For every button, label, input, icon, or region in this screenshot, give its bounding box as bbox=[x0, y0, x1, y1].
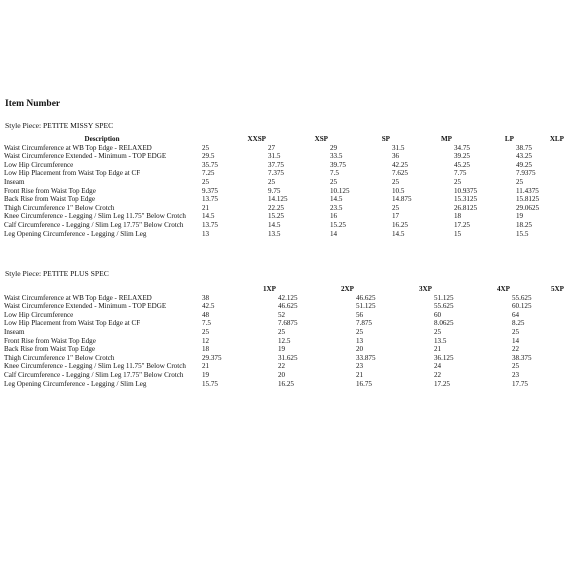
measurement-cell: 17 bbox=[392, 212, 400, 221]
measurement-cell: 21 bbox=[202, 362, 210, 371]
measurement-cell: 19 bbox=[202, 370, 210, 379]
measurement-cell: 22 bbox=[512, 345, 520, 354]
measurement-cell: 20 bbox=[356, 345, 364, 354]
measurement-cell: 27 bbox=[268, 143, 276, 152]
row-description: Waist Circumference at WB Top Edge - RELAXED bbox=[4, 293, 152, 302]
measurement-cell: 55.625 bbox=[512, 293, 532, 302]
measurement-cell: 25 bbox=[392, 177, 400, 186]
measurement-cell: 56 bbox=[356, 310, 364, 319]
measurement-cell: 17.75 bbox=[512, 379, 528, 388]
measurement-cell: 10.5 bbox=[392, 186, 405, 195]
measurement-cell: 31.5 bbox=[268, 152, 281, 161]
row-description: Back Rise from Waist Top Edge bbox=[4, 195, 96, 204]
table-row bbox=[4, 169, 566, 178]
table-row bbox=[4, 302, 566, 311]
plus-header-size: 5XP bbox=[550, 285, 564, 293]
missy-header-size: XXSP bbox=[247, 135, 266, 143]
measurement-cell: 14.5 bbox=[268, 220, 281, 229]
measurement-cell: 13.75 bbox=[202, 220, 218, 229]
measurement-cell: 60.125 bbox=[512, 302, 532, 311]
missy-header-size: XLP bbox=[549, 135, 564, 143]
measurement-cell: 7.75 bbox=[454, 169, 467, 178]
measurement-cell: 51.125 bbox=[434, 293, 454, 302]
measurement-cell: 14 bbox=[512, 336, 520, 345]
measurement-cell: 18 bbox=[454, 212, 462, 221]
row-description: Leg Opening Circumference - Legging / Slim Leg bbox=[4, 379, 147, 388]
measurement-cell: 14.5 bbox=[330, 195, 343, 204]
table-row bbox=[4, 187, 566, 196]
row-description: Thigh Circumference 1" Below Crotch bbox=[4, 353, 115, 362]
missy-header-size: XSP bbox=[314, 135, 328, 143]
table-row bbox=[4, 337, 566, 346]
row-description: Calf Circumference - Legging / Slim Leg 17.75" Below Crotch bbox=[4, 370, 184, 379]
measurement-cell: 38 bbox=[202, 293, 210, 302]
measurement-cell: 15 bbox=[454, 229, 462, 238]
measurement-cell: 21 bbox=[356, 370, 364, 379]
measurement-cell: 14.125 bbox=[268, 195, 288, 204]
measurement-cell: 42.5 bbox=[202, 302, 215, 311]
measurement-cell: 42.25 bbox=[392, 160, 408, 169]
measurement-cell: 25 bbox=[434, 327, 442, 336]
measurement-cell: 29 bbox=[330, 143, 338, 152]
row-description: Waist Circumference Extended - Minimum - TOP EDGE bbox=[4, 152, 167, 161]
measurement-cell: 15.5 bbox=[516, 229, 529, 238]
measurement-cell: 12.5 bbox=[278, 336, 291, 345]
row-description: Low Hip Circumference bbox=[4, 160, 74, 169]
measurement-cell: 16 bbox=[330, 212, 338, 221]
measurement-cell: 46.625 bbox=[356, 293, 376, 302]
row-description: Inseam bbox=[4, 327, 25, 336]
measurement-cell: 14.875 bbox=[392, 195, 412, 204]
row-description: Knee Circumference - Legging / Slim Leg 11.75" Below Crotch bbox=[4, 362, 186, 371]
missy-header-size: SP bbox=[381, 135, 390, 143]
measurement-cell: 22.25 bbox=[268, 203, 284, 212]
table-row bbox=[4, 221, 566, 230]
measurement-cell: 19 bbox=[516, 212, 524, 221]
table-row bbox=[4, 152, 566, 161]
table-row bbox=[4, 212, 566, 221]
measurement-cell: 13.5 bbox=[434, 336, 447, 345]
table-row bbox=[4, 230, 566, 239]
table-row bbox=[4, 294, 566, 303]
measurement-cell: 7.25 bbox=[202, 169, 215, 178]
plus-header-description bbox=[4, 285, 202, 294]
row-description: Leg Opening Circumference - Legging / Slim Leg bbox=[4, 229, 147, 238]
measurement-cell: 19 bbox=[278, 345, 286, 354]
measurement-cell: 13 bbox=[202, 229, 210, 238]
measurement-cell: 29.375 bbox=[202, 353, 222, 362]
measurement-cell: 15.25 bbox=[268, 212, 284, 221]
table-row bbox=[4, 178, 566, 187]
measurement-cell: 10.125 bbox=[330, 186, 350, 195]
row-description: Calf Circumference - Legging / Slim Leg 17.75" Below Crotch bbox=[4, 220, 184, 229]
measurement-cell: 25 bbox=[202, 327, 210, 336]
table-row bbox=[4, 354, 566, 363]
measurement-cell: 38.75 bbox=[516, 143, 532, 152]
measurement-cell: 29.5 bbox=[202, 152, 215, 161]
measurement-cell: 25 bbox=[268, 177, 276, 186]
missy-style-piece: Style Piece: PETITE MISSY SPEC bbox=[5, 121, 114, 130]
measurement-cell: 17.25 bbox=[434, 379, 450, 388]
measurement-cell: 33.5 bbox=[330, 152, 343, 161]
plus-spec-table bbox=[4, 285, 566, 388]
row-description: Knee Circumference - Legging / Slim Leg 11.75" Below Crotch bbox=[4, 212, 186, 221]
measurement-cell: 60 bbox=[434, 310, 442, 319]
measurement-cell: 25 bbox=[454, 177, 462, 186]
measurement-cell: 9.75 bbox=[268, 186, 281, 195]
measurement-cell: 43.25 bbox=[516, 152, 532, 161]
row-description: Front Rise from Waist Top Edge bbox=[4, 336, 96, 345]
measurement-cell: 7.9375 bbox=[516, 169, 536, 178]
measurement-cell: 51.125 bbox=[356, 302, 376, 311]
table-row bbox=[4, 161, 566, 170]
table-row bbox=[4, 204, 566, 213]
measurement-cell: 21 bbox=[202, 203, 210, 212]
table-row bbox=[4, 362, 566, 371]
measurement-cell: 14 bbox=[330, 229, 338, 238]
measurement-cell: 31.5 bbox=[392, 143, 405, 152]
missy-header-row bbox=[4, 135, 566, 144]
measurement-cell: 36 bbox=[392, 152, 400, 161]
measurement-cell: 13.5 bbox=[268, 229, 281, 238]
measurement-cell: 42.125 bbox=[278, 293, 298, 302]
measurement-cell: 39.25 bbox=[454, 152, 470, 161]
measurement-cell: 22 bbox=[434, 370, 442, 379]
measurement-cell: 37.75 bbox=[268, 160, 284, 169]
measurement-cell: 7.625 bbox=[392, 169, 408, 178]
measurement-cell: 15.8125 bbox=[516, 195, 540, 204]
plus-header-row bbox=[4, 285, 566, 294]
measurement-cell: 25 bbox=[512, 327, 520, 336]
measurement-cell: 25 bbox=[278, 327, 286, 336]
row-description: Low Hip Placement from Waist Top Edge at CF bbox=[4, 169, 141, 178]
measurement-cell: 8.25 bbox=[512, 319, 525, 328]
measurement-cell: 7.875 bbox=[356, 319, 372, 328]
table-row bbox=[4, 380, 566, 389]
measurement-cell: 15.25 bbox=[330, 220, 346, 229]
measurement-cell: 16.25 bbox=[392, 220, 408, 229]
missy-header-size: MP bbox=[440, 135, 452, 143]
measurement-cell: 36.125 bbox=[434, 353, 454, 362]
row-description: Waist Circumference at WB Top Edge - RELAXED bbox=[4, 143, 152, 152]
measurement-cell: 31.625 bbox=[278, 353, 298, 362]
measurement-cell: 25 bbox=[202, 143, 210, 152]
measurement-cell: 35.75 bbox=[202, 160, 218, 169]
missy-header-description: Description bbox=[84, 135, 120, 143]
measurement-cell: 7.375 bbox=[268, 169, 284, 178]
measurement-cell: 24 bbox=[434, 362, 442, 371]
measurement-cell: 23.5 bbox=[330, 203, 343, 212]
table-row bbox=[4, 371, 566, 380]
measurement-cell: 15.75 bbox=[202, 379, 218, 388]
missy-header-size: LP bbox=[504, 135, 514, 143]
measurement-cell: 38.375 bbox=[512, 353, 532, 362]
plus-style-piece: Style Piece: PETITE PLUS SPEC bbox=[5, 269, 109, 278]
row-description: Inseam bbox=[4, 177, 25, 186]
measurement-cell: 64 bbox=[512, 310, 520, 319]
measurement-cell: 33.875 bbox=[356, 353, 376, 362]
measurement-cell: 52 bbox=[278, 310, 286, 319]
table-row bbox=[4, 311, 566, 320]
item-number-heading: Item Number bbox=[5, 99, 61, 109]
measurement-cell: 13 bbox=[356, 336, 364, 345]
measurement-cell: 14.5 bbox=[202, 212, 215, 221]
plus-header-size: 2XP bbox=[340, 285, 354, 293]
measurement-cell: 45.25 bbox=[454, 160, 470, 169]
measurement-cell: 22 bbox=[278, 362, 286, 371]
measurement-cell: 25 bbox=[356, 327, 364, 336]
measurement-cell: 34.75 bbox=[454, 143, 470, 152]
measurement-cell: 55.625 bbox=[434, 302, 454, 311]
row-description: Back Rise from Waist Top Edge bbox=[4, 345, 96, 354]
measurement-cell: 7.6875 bbox=[278, 319, 298, 328]
measurement-cell: 7.5 bbox=[330, 169, 339, 178]
measurement-cell: 25 bbox=[330, 177, 338, 186]
measurement-cell: 25 bbox=[202, 177, 210, 186]
plus-header-size: 1XP bbox=[262, 285, 276, 293]
measurement-cell: 18 bbox=[202, 345, 210, 354]
table-row bbox=[4, 144, 566, 153]
measurement-cell: 13.75 bbox=[202, 195, 218, 204]
missy-spec-table bbox=[4, 135, 566, 238]
measurement-cell: 25 bbox=[516, 177, 524, 186]
table-row bbox=[4, 328, 566, 337]
measurement-cell: 48 bbox=[202, 310, 210, 319]
row-description: Thigh Circumference 1" Below Crotch bbox=[4, 203, 115, 212]
measurement-cell: 12 bbox=[202, 336, 210, 345]
row-description: Front Rise from Waist Top Edge bbox=[4, 186, 96, 195]
measurement-cell: 7.5 bbox=[202, 319, 211, 328]
measurement-cell: 25 bbox=[512, 362, 520, 371]
measurement-cell: 16.75 bbox=[356, 379, 372, 388]
measurement-cell: 21 bbox=[434, 345, 442, 354]
plus-header-size: 4XP bbox=[496, 285, 510, 293]
measurement-cell: 25 bbox=[392, 203, 400, 212]
table-row bbox=[4, 345, 566, 354]
measurement-cell: 39.75 bbox=[330, 160, 346, 169]
measurement-cell: 16.25 bbox=[278, 379, 294, 388]
plus-header-size: 3XP bbox=[418, 285, 432, 293]
table-row bbox=[4, 319, 566, 328]
measurement-cell: 15.3125 bbox=[454, 195, 478, 204]
row-description: Low Hip Circumference bbox=[4, 310, 74, 319]
measurement-cell: 23 bbox=[512, 370, 520, 379]
measurement-cell: 11.4375 bbox=[516, 186, 539, 195]
table-row bbox=[4, 195, 566, 204]
measurement-cell: 14.5 bbox=[392, 229, 405, 238]
measurement-cell: 18.25 bbox=[516, 220, 532, 229]
measurement-cell: 49.25 bbox=[516, 160, 532, 169]
measurement-cell: 8.0625 bbox=[434, 319, 454, 328]
measurement-cell: 9.375 bbox=[202, 186, 218, 195]
measurement-cell: 10.9375 bbox=[454, 186, 478, 195]
measurement-cell: 46.625 bbox=[278, 302, 298, 311]
measurement-cell: 26.8125 bbox=[454, 203, 478, 212]
measurement-cell: 20 bbox=[278, 370, 286, 379]
row-description: Waist Circumference Extended - Minimum - TOP EDGE bbox=[4, 302, 167, 311]
measurement-cell: 17.25 bbox=[454, 220, 470, 229]
measurement-cell: 23 bbox=[356, 362, 364, 371]
measurement-cell: 29.0625 bbox=[516, 203, 540, 212]
row-description: Low Hip Placement from Waist Top Edge at CF bbox=[4, 319, 141, 328]
